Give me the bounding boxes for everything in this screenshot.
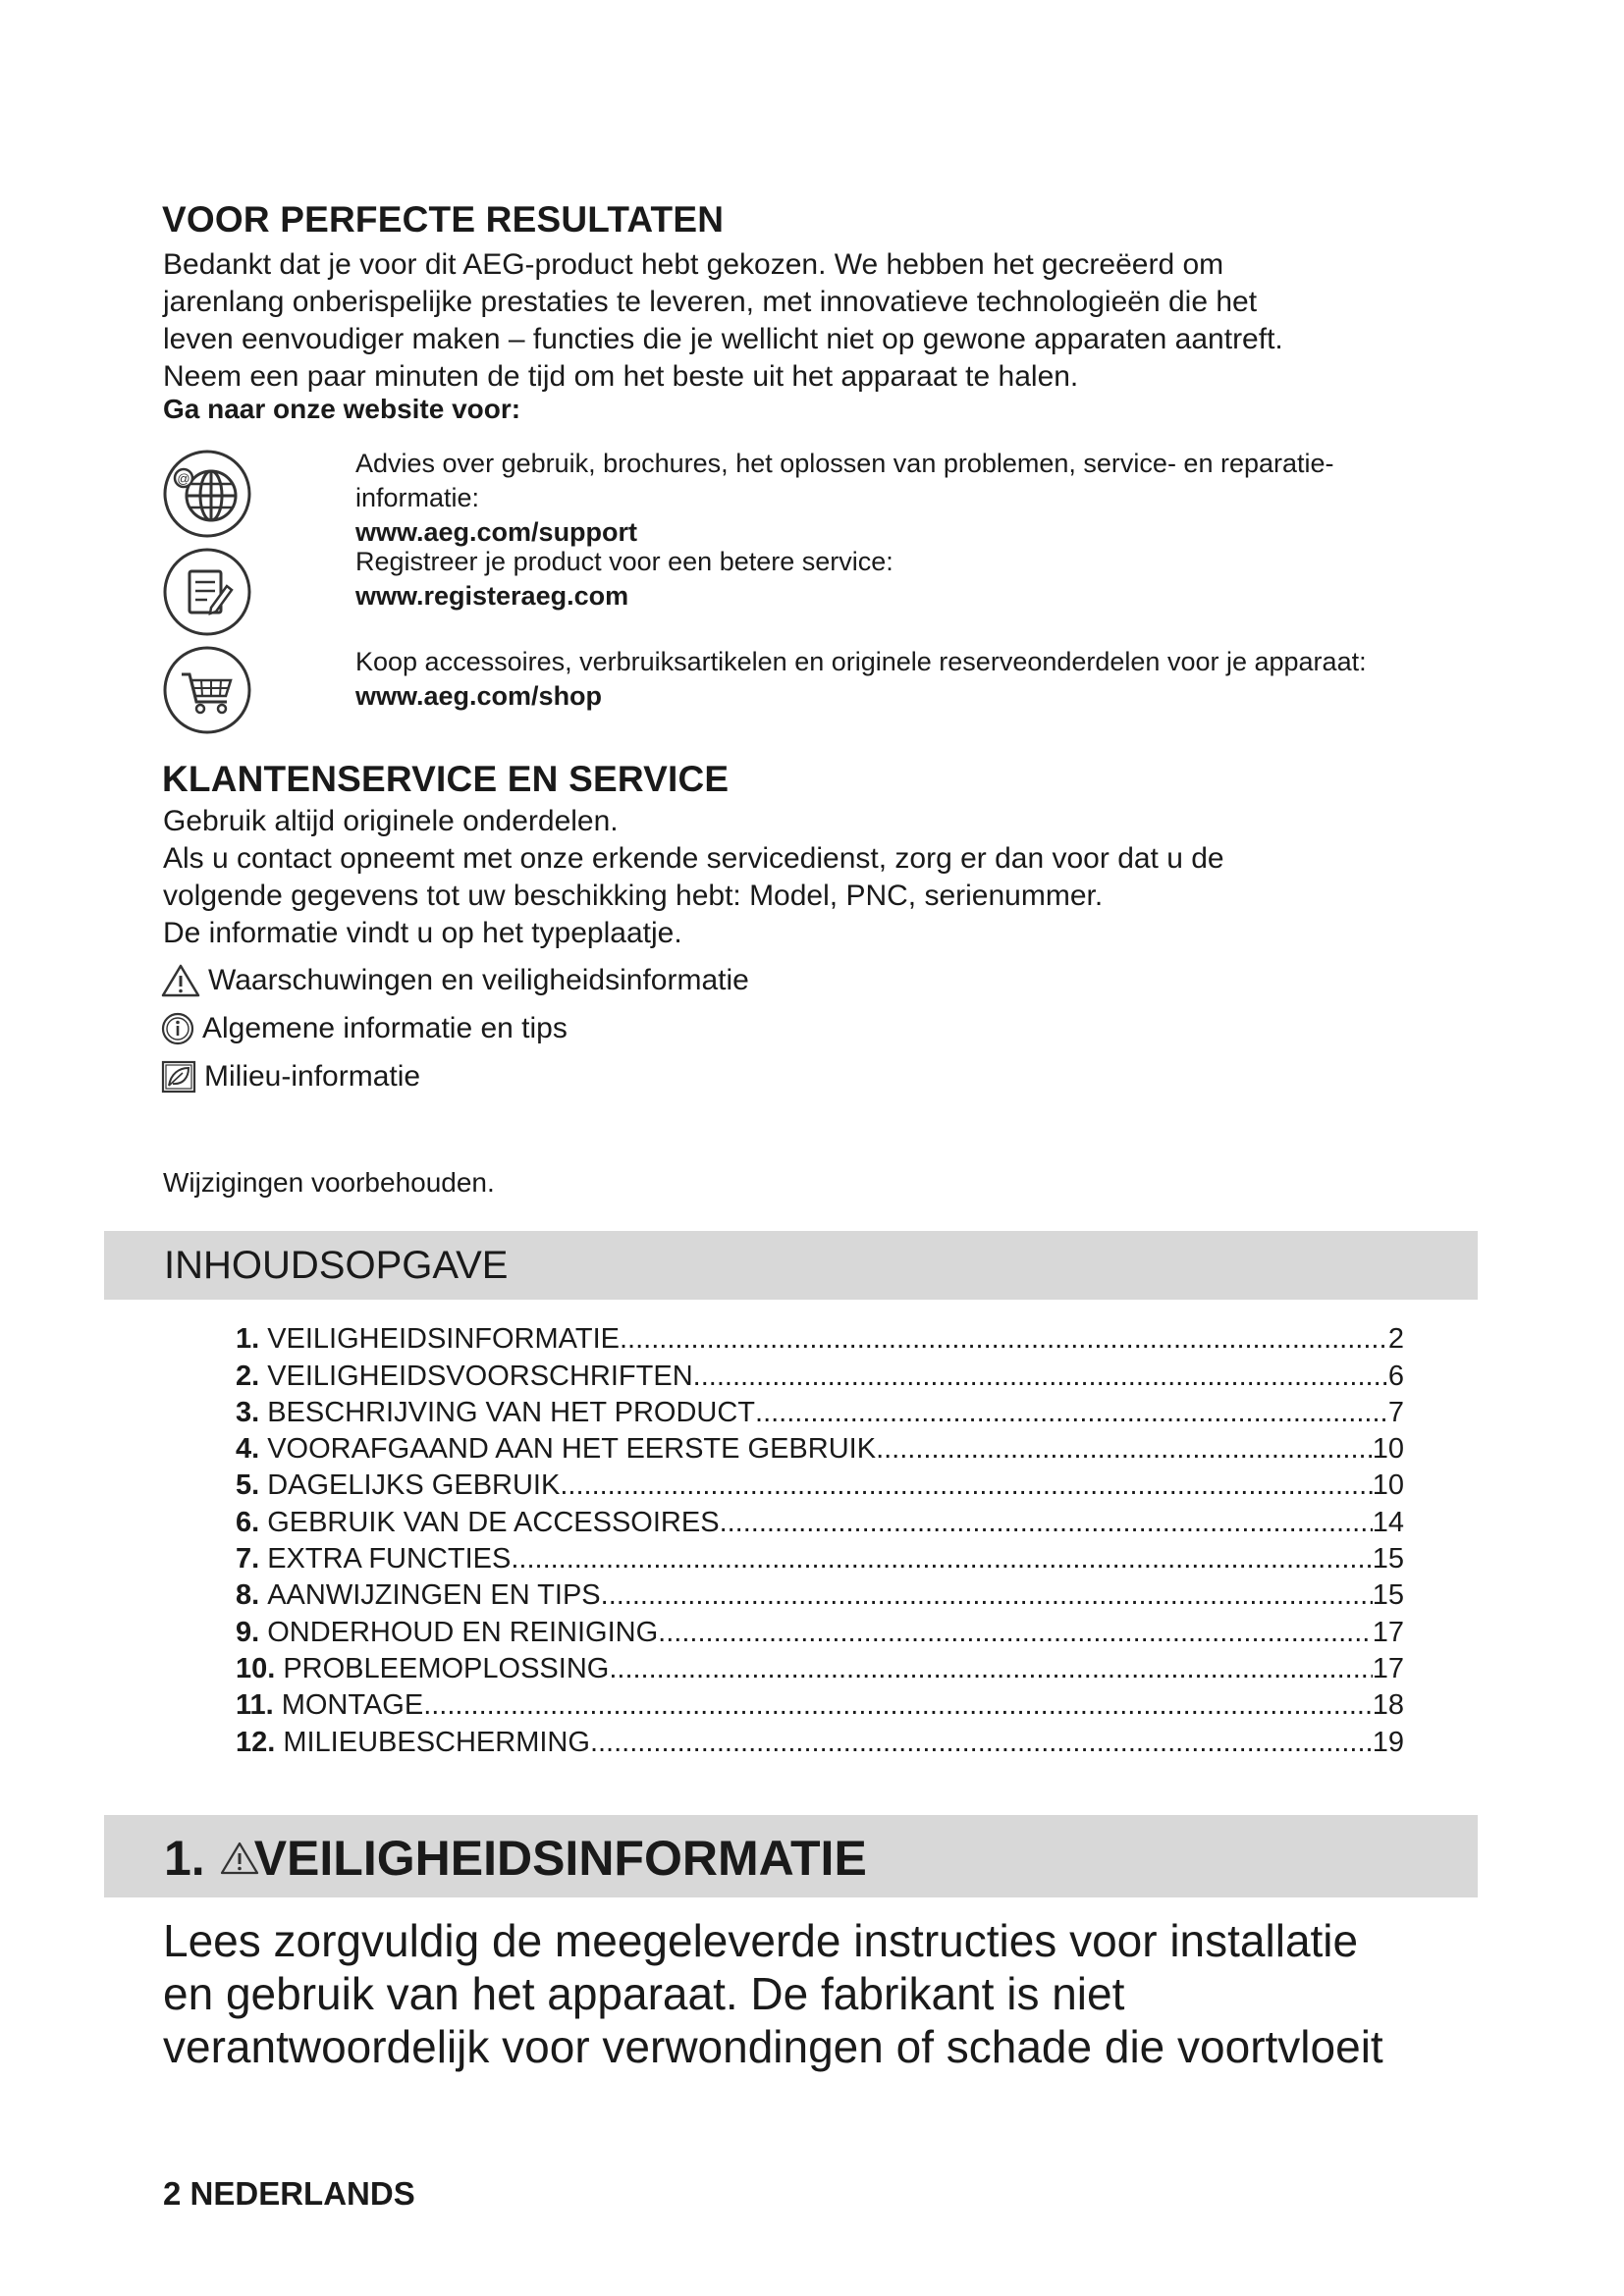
toc-entry-title: VEILIGHEIDSINFORMATIE <box>267 1323 620 1356</box>
section1-line: Lees zorgvuldig de meegeleverde instructies voor installatie <box>163 1915 1359 1966</box>
toc-entry-page: 17 <box>1372 1652 1404 1684</box>
toc-entry-number: 8. <box>236 1579 260 1612</box>
customer-service-line: De informatie vindt u op het typeplaatje. <box>163 917 682 949</box>
toc-entry-page: 7 <box>1387 1396 1404 1428</box>
toc-entry-page: 18 <box>1372 1689 1404 1722</box>
toc-entry-title: GEBRUIK VAN DE ACCESSOIRES <box>267 1506 720 1538</box>
section1-line: en gebruik van het apparaat. De fabrikant is niet <box>163 1968 1125 2019</box>
toc-entry-number: 2. <box>236 1360 260 1392</box>
svg-text:@: @ <box>177 471 190 486</box>
section1-title: VEILIGHEIDSINFORMATIE <box>253 1831 867 1886</box>
toc-entry-number: 10. <box>236 1652 276 1684</box>
section1-number: 1. <box>164 1831 205 1886</box>
toc-leader-dots <box>609 1651 1372 1687</box>
toc-entry-number: 7. <box>236 1543 260 1575</box>
toc-entry-number: 11. <box>236 1689 274 1722</box>
toc-entry-title: MONTAGE <box>281 1689 424 1722</box>
toc-leader-dots <box>755 1395 1388 1431</box>
legend-warning-label: Waarschuwingen en veiligheidsinformatie <box>208 964 749 996</box>
leaf-icon <box>161 1060 196 1094</box>
toc-leader-dots <box>590 1725 1373 1761</box>
toc-entry[interactable] <box>236 1504 1404 1540</box>
website-register-row <box>162 545 1478 643</box>
toc-entry[interactable] <box>236 1541 1404 1577</box>
toc-entry-number: 1. <box>236 1323 260 1356</box>
website-support-text <box>355 447 1475 550</box>
section1-paragraph <box>163 1914 1498 2073</box>
toc-leader-dots <box>658 1615 1373 1651</box>
toc-entry[interactable] <box>236 1358 1404 1394</box>
toc-leader-dots <box>560 1468 1372 1504</box>
toc-entry[interactable] <box>236 1431 1404 1468</box>
toc-entry[interactable] <box>236 1614 1404 1650</box>
toc-entry[interactable] <box>236 1468 1404 1504</box>
website-shop-text <box>355 645 1475 714</box>
toc-entry[interactable] <box>236 1687 1404 1724</box>
toc-leader-dots <box>720 1505 1373 1541</box>
toc-entry-title: ONDERHOUD EN REINIGING <box>267 1616 659 1648</box>
intro-line: leven eenvoudiger maken – functies die je wellicht niet op gewone apparaten aantreft. <box>163 323 1283 355</box>
intro-paragraph <box>163 246 1518 396</box>
website-support-row <box>162 447 1478 555</box>
warning-icon <box>161 963 200 998</box>
toc-entry-title: BESCHRIJVING VAN HET PRODUCT <box>267 1396 756 1428</box>
website-shop-row <box>162 643 1478 741</box>
website-heading: Ga naar onze website voor: <box>163 394 521 424</box>
website-register-link[interactable]: www.registeraeg.com <box>355 581 629 611</box>
intro-line: Neem een paar minuten de tijd om het beste uit het apparaat te halen. <box>163 360 1079 393</box>
customer-service-line: Gebruik altijd originele onderdelen. <box>163 805 619 837</box>
toc-entry[interactable] <box>236 1321 1404 1358</box>
legend-warning <box>161 961 749 1000</box>
intro-line: jarenlang onberispelijke prestaties te leveren, met innovatieve technologieën die het <box>163 286 1258 318</box>
toc-leader-dots <box>693 1359 1388 1395</box>
customer-service-title: KLANTENSERVICE EN SERVICE <box>162 759 730 799</box>
toc-entry-page: 10 <box>1372 1433 1404 1466</box>
toc-entry-number: 6. <box>236 1506 260 1538</box>
legend-info <box>161 1009 568 1048</box>
website-support-line: informatie: <box>355 483 480 512</box>
website-register-line: Registreer je product voor een betere service: <box>355 547 893 576</box>
website-register-text <box>355 545 1475 614</box>
website-shop-link[interactable]: www.aeg.com/shop <box>355 681 603 711</box>
toc-entry-page: 17 <box>1372 1616 1404 1648</box>
toc-entry-title: DAGELIJKS GEBRUIK <box>267 1469 561 1502</box>
section1-line: verantwoordelijk voor verwondingen of schade die voortvloeit <box>163 2021 1383 2072</box>
toc-entry-page: 15 <box>1372 1579 1404 1612</box>
toc-entry-number: 3. <box>236 1396 260 1428</box>
table-of-contents <box>236 1321 1404 1761</box>
toc-entry-number: 5. <box>236 1469 260 1502</box>
customer-service-paragraph <box>163 803 1518 952</box>
toc-leader-dots <box>423 1687 1373 1724</box>
toc-entry-title: VEILIGHEIDSVOORSCHRIFTEN <box>267 1360 693 1392</box>
toc-entry[interactable] <box>236 1577 1404 1614</box>
toc-entry-page: 14 <box>1372 1506 1404 1538</box>
toc-entry-title: MILIEUBESCHERMING <box>283 1726 590 1758</box>
website-support-link[interactable]: www.aeg.com/support <box>355 517 638 547</box>
toc-entry[interactable] <box>236 1651 1404 1687</box>
toc-entry-page: 19 <box>1372 1726 1404 1758</box>
customer-service-line: Als u contact opneemt met onze erkende servicedienst, zorg er dan voor dat u de <box>163 842 1224 875</box>
intro-title: VOOR PERFECTE RESULTATEN <box>162 199 725 240</box>
legend-info-label: Algemene informatie en tips <box>202 1012 568 1044</box>
legend-environment-label: Milieu-informatie <box>204 1060 421 1093</box>
toc-leader-dots <box>601 1577 1373 1614</box>
toc-entry-title: VOORAFGAAND AAN HET EERSTE GEBRUIK <box>267 1433 877 1466</box>
cart-icon <box>162 645 252 735</box>
toc-header-bar <box>104 1231 1478 1300</box>
section1-header-bar <box>104 1815 1478 1897</box>
toc-entry-page: 6 <box>1387 1360 1404 1392</box>
toc-entry[interactable] <box>236 1395 1404 1431</box>
toc-leader-dots <box>620 1321 1388 1358</box>
legend-environment <box>161 1057 420 1096</box>
website-support-line: Advies over gebruik, brochures, het oplossen van problemen, service- en reparatie- <box>355 449 1334 478</box>
globe-icon <box>162 449 252 539</box>
toc-leader-dots <box>876 1431 1373 1468</box>
toc-entry-title: AANWIJZINGEN EN TIPS <box>267 1579 601 1612</box>
toc-entry-title: EXTRA FUNCTIES <box>267 1543 512 1575</box>
page-footer: 2 NEDERLANDS <box>163 2175 415 2212</box>
section1-heading <box>164 1830 867 1887</box>
toc-entry-page: 2 <box>1387 1323 1404 1356</box>
toc-entry-number: 12. <box>236 1726 276 1758</box>
website-shop-line: Koop accessoires, verbruiksartikelen en originele reserveonderdelen voor je apparaat: <box>355 647 1367 676</box>
toc-entry-number: 4. <box>236 1433 260 1466</box>
register-icon <box>162 547 252 637</box>
customer-service-line: volgende gegevens tot uw beschikking hebt: Model, PNC, serienummer. <box>163 880 1104 912</box>
toc-leader-dots <box>511 1541 1372 1577</box>
toc-entry-title: PROBLEEMOPLOSSING <box>283 1652 610 1684</box>
changes-note: Wijzigingen voorbehouden. <box>163 1167 495 1198</box>
toc-entry-number: 9. <box>236 1616 260 1648</box>
toc-title: INHOUDSOPGAVE <box>164 1244 509 1287</box>
toc-entry-page: 10 <box>1372 1469 1404 1502</box>
toc-entry[interactable] <box>236 1724 1404 1760</box>
toc-entry-page: 15 <box>1372 1543 1404 1575</box>
info-icon <box>161 1012 194 1045</box>
intro-line: Bedankt dat je voor dit AEG-product hebt gekozen. We hebben het gecreëerd om <box>163 248 1224 281</box>
